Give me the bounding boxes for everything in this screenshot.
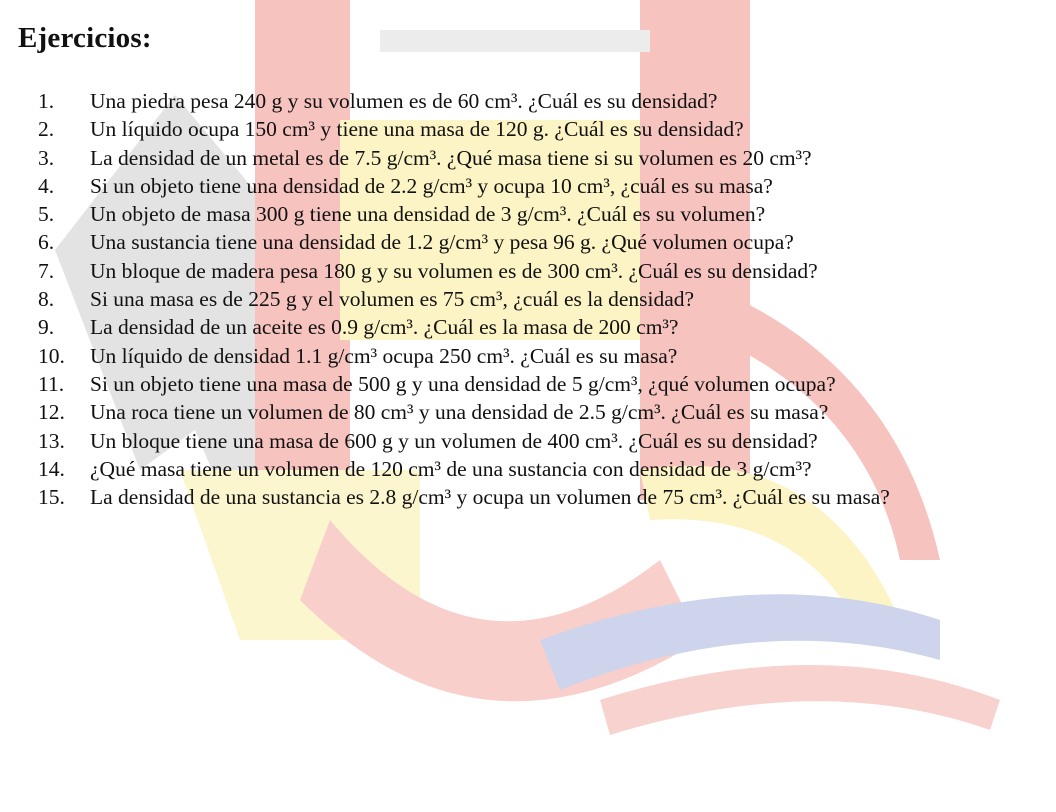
exercise-item: [38, 228, 1043, 256]
exercise-number: 1.: [38, 89, 55, 113]
exercise-item: [38, 285, 1043, 313]
exercise-item: [38, 398, 1043, 426]
exercise-number: 9.: [38, 315, 55, 340]
exercise-item: [38, 483, 1043, 511]
exercise-number: 10.: [38, 343, 65, 368]
exercise-item: [38, 115, 1043, 143]
exercise-text: Un bloque tiene una masa de 600 g y un volumen de 400 cm³. ¿Cuál es su densidad?: [90, 428, 818, 453]
exercise-item: [38, 313, 1043, 341]
exercise-list: [38, 87, 1043, 511]
exercise-item: [38, 370, 1043, 398]
exercise-number: 11.: [38, 371, 65, 396]
exercise-text: La densidad de un metal es de 7.5 g/cm³. ¿Qué masa tiene si su volumen es 20 cm³?: [90, 145, 812, 170]
exercise-text: Si un objeto tiene una densidad de 2.2 g/cm³ y ocupa 10 cm³, ¿cuál es su masa?: [90, 173, 773, 198]
exercise-item: [38, 427, 1043, 455]
exercise-number: 12.: [38, 400, 65, 425]
exercise-item: [38, 455, 1043, 483]
exercise-text: ¿Qué masa tiene un volumen de 120 cm³ de una sustancia con densidad de 3 g/cm³?: [90, 456, 812, 481]
exercise-item: [38, 144, 1043, 172]
exercise-number: 8.: [38, 287, 55, 312]
exercise-text: Si una masa es de 225 g y el volumen es 75 cm³, ¿cuál es la densidad?: [90, 287, 695, 312]
exercise-number: 14.: [38, 456, 65, 481]
exercise-text: Un objeto de masa 300 g tiene una densidad de 3 g/cm³. ¿Cuál es su volumen?: [90, 202, 766, 227]
exercise-text: Un líquido de densidad 1.1 g/cm³ ocupa 250 cm³. ¿Cuál es su masa?: [90, 343, 678, 368]
exercise-item: [38, 342, 1043, 370]
exercise-number: 15.: [38, 485, 65, 510]
exercise-text: Una piedra pesa 240 g y su volumen es de 60 cm³. ¿Cuál es su densidad?: [90, 89, 718, 113]
exercise-number: 3.: [38, 145, 55, 170]
exercise-text: La densidad de un aceite es 0.9 g/cm³. ¿Cuál es la masa de 200 cm³?: [90, 315, 679, 340]
exercise-item: [38, 87, 1043, 115]
exercise-text: La densidad de una sustancia es 2.8 g/cm³ y ocupa un volumen de 75 cm³. ¿Cuál es su masa?: [90, 485, 890, 510]
exercise-text: Un líquido ocupa 150 cm³ y tiene una masa de 120 g. ¿Cuál es su densidad?: [90, 117, 744, 142]
exercise-number: 13.: [38, 428, 65, 453]
exercise-number: 4.: [38, 173, 55, 198]
exercise-item: [38, 200, 1043, 228]
exercise-text: Un bloque de madera pesa 180 g y su volumen es de 300 cm³. ¿Cuál es su densidad?: [90, 258, 818, 283]
exercise-item: [38, 257, 1043, 285]
page-title: Ejercicios:: [18, 22, 152, 54]
exercise-text: Una sustancia tiene una densidad de 1.2 g/cm³ y pesa 96 g. ¿Qué volumen ocupa?: [90, 230, 794, 255]
exercise-text: Si un objeto tiene una masa de 500 g y una densidad de 5 g/cm³, ¿qué volumen ocupa?: [90, 371, 836, 396]
exercise-number: 2.: [38, 117, 55, 142]
exercise-number: 7.: [38, 258, 55, 283]
exercise-number: 6.: [38, 230, 55, 255]
exercise-number: 5.: [38, 202, 55, 227]
exercise-text: Una roca tiene un volumen de 80 cm³ y una densidad de 2.5 g/cm³. ¿Cuál es su masa?: [90, 400, 829, 425]
exercise-item: [38, 172, 1043, 200]
